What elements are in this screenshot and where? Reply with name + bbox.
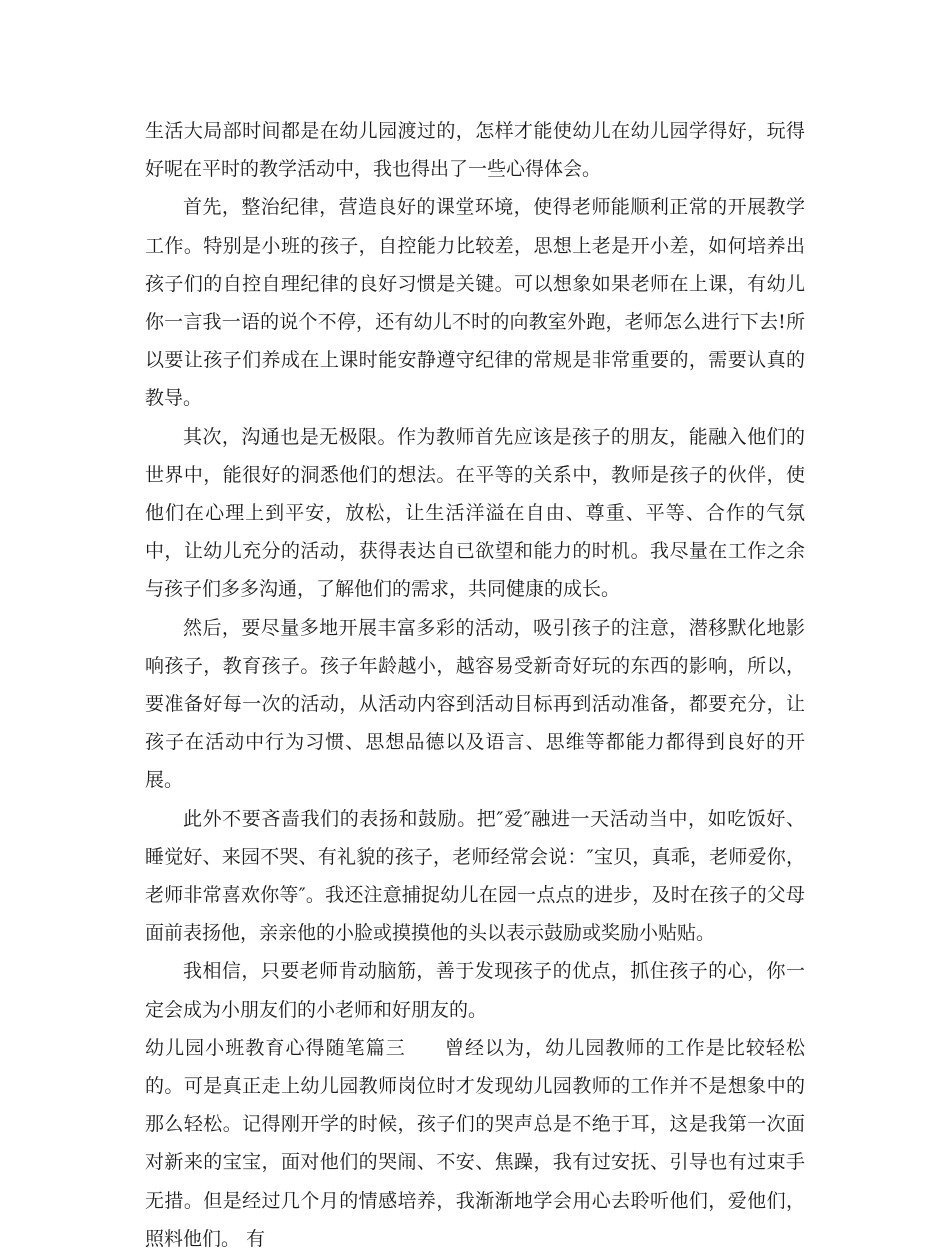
paragraph-1: 生活大局部时间都是在幼儿园渡过的，怎样才能使幼儿在幼儿园学得好，玩得好呢在平时的教学活动中，我也得出了一些心得体会。 bbox=[145, 120, 805, 181]
paragraph-6: 我相信，只要老师肯动脑筋，善于发现孩子的优点，抓住孩子的心，你一定会成为小朋友们的小老师和好朋友的。 bbox=[145, 960, 805, 1021]
section-paragraph bbox=[145, 1029, 805, 1258]
section-text: 曾经以为，幼儿园教师的工作是比较轻松的。可是真正走上幼儿园教师岗位时才发现幼儿园教师的工作并不是想象中的那么轻松。记得刚开学的时候，孩子们的哭声总是不绝于耳，这是我第一次面对新来的宝宝，面对他们的哭闹、不安、焦躁，我有过安抚、引导也有过束手无措。但是经过几个月的情感培养，我渐渐地学会用心去聆听他们，爱他们，照料他们。 有 bbox=[145, 1036, 805, 1250]
document-page bbox=[145, 112, 805, 1258]
paragraph-3: 其次，沟通也是无极限。作为教师首先应该是孩子的朋友，能融入他们的世界中，能很好的洞悉他们的想法。在平等的关系中，教师是孩子的伙伴，使他们在心理上到平安，放松，让生活洋溢在自由、尊重、平等、合作的气氛中，让幼儿充分的活动，获得表达自已欲望和能力的时机。我尽量在工作之余与孩子们多多沟通，了解他们的需求，共同健康的成长。 bbox=[145, 425, 805, 601]
paragraph-2: 首先，整治纪律，营造良好的课堂环境，使得老师能顺利正常的开展教学工作。特别是小班的孩子，自控能力比较差，思想上老是开小差，如何培养出孩子们的自控自理纪律的良好习惯是关键。可以想象如果老师在上课，有幼儿你一言我一语的说个不停，还有幼儿不时的向教室外跑，老师怎么进行下去!所以要让孩子们养成在上课时能安静遵守纪律的常规是非常重要的，需要认真的教导。 bbox=[145, 196, 805, 410]
paragraph-5: 此外不要吝啬我们的表扬和鼓励。把″爱″融进一天活动当中，如吃饭好、睡觉好、来园不哭、有礼貌的孩子，老师经常会说：″宝贝，真乖，老师爱你，老师非常喜欢你等″。我还注意捕捉幼儿在园一点点的进步，及时在孩子的父母面前表扬他，亲亲他的小脸或摸摸他的头以表示鼓励或奖励小贴贴。 bbox=[145, 807, 805, 945]
paragraph-4: 然后，要尽量多地开展丰富多彩的活动，吸引孩子的注意，潜移默化地影响孩子，教育孩子。孩子年龄越小，越容易受新奇好玩的东西的影响，所以，要准备好每一次的活动，从活动内容到活动目标再到活动准备，都要充分，让孩子在活动中行为习惯、思想品德以及语言、思维等都能力都得到良好的开展。 bbox=[145, 616, 805, 792]
section-heading: 幼儿园小班教育心得随笔篇三 bbox=[145, 1036, 406, 1059]
